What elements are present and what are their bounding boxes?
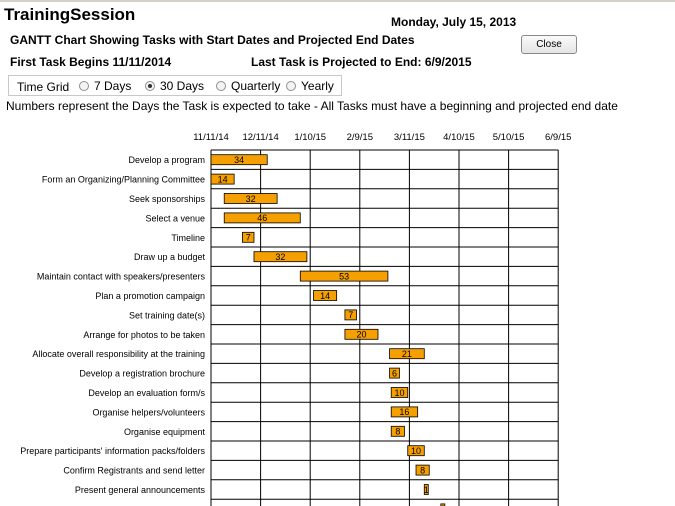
task-label: Develop a program <box>128 155 205 166</box>
radio-label-7-days: 7 Days <box>94 79 132 93</box>
x-tick-label: 2/9/15 <box>346 132 374 143</box>
x-tick-label: 4/10/15 <box>443 132 475 143</box>
x-tick-label: 5/10/15 <box>492 132 525 143</box>
time-grid-label: Time Grid <box>17 80 70 94</box>
task-days-label: 8 <box>420 465 426 476</box>
task-days-label: 32 <box>245 193 256 204</box>
task-label: Organise helpers/volunteers <box>92 407 205 418</box>
task-label: Develop a registration brochure <box>79 368 205 379</box>
task-label: Set training date(s) <box>128 310 205 321</box>
task-label: Arrange for photos to be taken <box>83 329 205 340</box>
x-tick-label: 3/11/15 <box>393 132 425 143</box>
close-button[interactable]: Close <box>521 35 577 54</box>
task-days-label: 1 <box>423 484 429 495</box>
task-label: Plan a promotion campaign <box>95 291 205 301</box>
task-label: Prepare participants' information packs/folders <box>20 446 205 457</box>
task-label: Select a venue <box>145 213 205 224</box>
task-days-label: 10 <box>411 446 422 456</box>
radio-label-30-days: 30 Days <box>160 79 205 93</box>
task-days-label: 8 <box>395 426 401 437</box>
task-label: Allocate overall responsibility at the training <box>32 349 205 360</box>
task-label: Present general announcements <box>74 485 205 495</box>
radio-label-yearly: Yearly <box>301 79 334 93</box>
app-title: TrainingSession <box>4 5 136 24</box>
current-date: Monday, July 15, 2013 <box>391 15 517 29</box>
last-task-label: Last Task is Projected to End: 6/9/2015 <box>251 55 472 69</box>
task-days-label: 6 <box>392 368 398 379</box>
x-tick-label: 11/11/14 <box>193 132 229 143</box>
task-days-label: 14 <box>320 290 331 301</box>
task-label: Organise equipment <box>123 426 205 437</box>
radio-label-quarterly: Quarterly <box>231 79 281 93</box>
task-label: Form an Organizing/Planning Committee <box>41 174 205 185</box>
task-days-label: 20 <box>356 329 367 340</box>
task-days-label: 46 <box>257 213 268 224</box>
task-days-label: 14 <box>217 174 228 185</box>
task-days-label: 21 <box>401 349 412 359</box>
task-label: Maintain contact with speakers/presenters <box>36 271 205 282</box>
task-days-label: 53 <box>339 271 350 282</box>
x-tick-label: 6/9/15 <box>544 132 572 143</box>
task-days-label: 7 <box>245 232 251 243</box>
task-days-label: 16 <box>399 407 410 418</box>
duration-note: Numbers represent the Days the Task is expected to take - All Tasks must have a beginning and projected end date <box>6 99 618 113</box>
task-days-label: 32 <box>275 252 286 262</box>
task-days-label: 10 <box>394 387 405 398</box>
chart-subtitle: GANTT Chart Showing Tasks with Start Dates and Projected End Dates <box>10 33 415 47</box>
first-task-label: First Task Begins 11/11/2014 <box>10 55 172 69</box>
task-label: Timeline <box>171 232 205 243</box>
x-tick-label: 12/11/14 <box>242 132 279 143</box>
task-days-label: 7 <box>348 310 354 321</box>
task-label: Seek sponsorships <box>128 194 205 204</box>
task-label: Draw up a budget <box>133 252 205 263</box>
task-label: Confirm Registrants and send letter <box>63 465 205 476</box>
x-tick-label: 1/10/15 <box>294 132 327 143</box>
task-days-label: 34 <box>234 155 245 165</box>
task-label: Develop an evaluation form/s <box>88 388 205 398</box>
